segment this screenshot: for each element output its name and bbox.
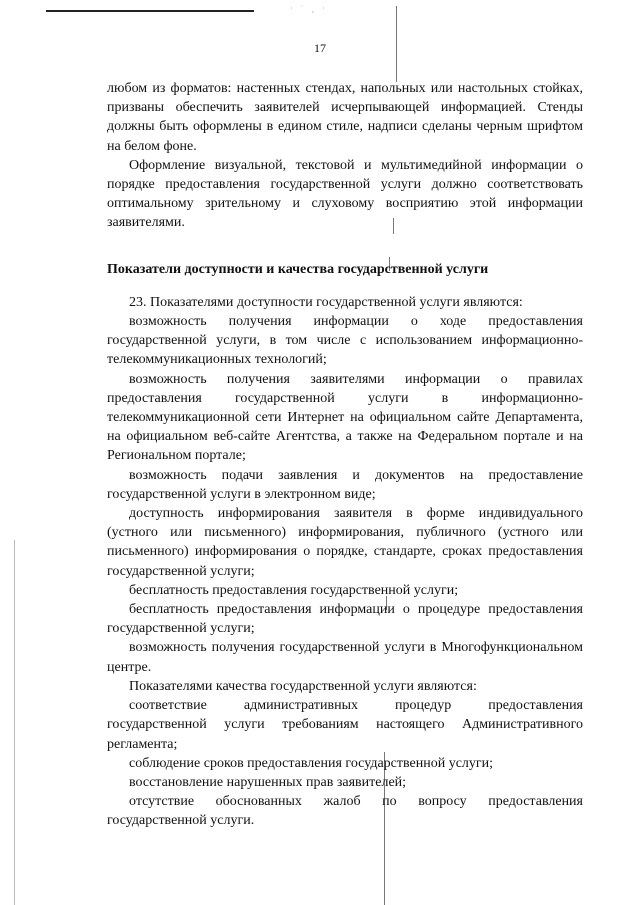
paragraph: любом из форматов: настенных стендах, напольных или настольных стойках, призваны обеспечить заявителей исчерпывающей информацией. Стенды должны быть оформлены в едином стиле, надписи сделаны черным шрифтом на белом фоне. [107, 81, 583, 154]
paragraph: бесплатность предоставления информации о процедуре предоставления государственной услуги; [107, 602, 583, 637]
paragraph: отсутствие обоснованных жалоб по вопросу предоставления государственной услуги. [107, 794, 583, 829]
paragraph: возможность получения государственной услуги в Многофункциональном центре. [107, 640, 583, 675]
scan-edge-left [14, 540, 15, 905]
section-heading: Показатели доступности и качества государственной услуги [107, 261, 489, 277]
top-scan-rule [46, 10, 254, 12]
page-number: 17 [314, 41, 326, 55]
paragraph: возможность получения заявителями информации о правилах предоставления государственной услуги в информационно-телекоммуникационной сети Интернет на официальном сайте Департамента, на официальном веб-сайте Агентства, а также на Федеральном портале и на Региональном портале; [107, 371, 583, 464]
intro-paragraphs [107, 79, 583, 233]
indicator-paragraphs [107, 293, 583, 831]
paragraph: соответствие административных процедур предоставления государственной услуги требованиям настоящего Административного регламента; [107, 698, 583, 752]
paragraph: восстановление нарушенных прав заявителей; [129, 774, 407, 790]
paragraph: бесплатность предоставления государственной услуги; [129, 582, 459, 598]
document-body [107, 79, 583, 831]
paragraph: Оформление визуальной, текстовой и мультимедийной информации о порядке предоставления государственной услуги должно соответствовать оптимальному зрительному и слуховому восприятию этой информации заявителями. [107, 157, 583, 231]
paragraph: соблюдение сроков предоставления государственной услуги; [129, 755, 494, 771]
paragraph: доступность информирования заявителя в форме индивидуального (устного или письменного) информирования, публичного (устного или письменного) информирования о порядке, стандарте, сроках предоставления государственной услуги; [107, 506, 583, 579]
paragraph: Показателями качества государственной услуги являются: [129, 678, 477, 694]
paragraph: возможность получения информации о ходе предоставления государственной услуги, в том числе с использованием информационно-телекоммуникационных технологий; [107, 314, 583, 368]
paragraph: возможность подачи заявления и документов на предоставление государственной услуги в электронном виде; [107, 467, 583, 502]
paragraph: 23. Показателями доступности государственной услуги являются: [129, 294, 523, 310]
scan-artifact: · ˙ ¸ · [290, 4, 328, 13]
